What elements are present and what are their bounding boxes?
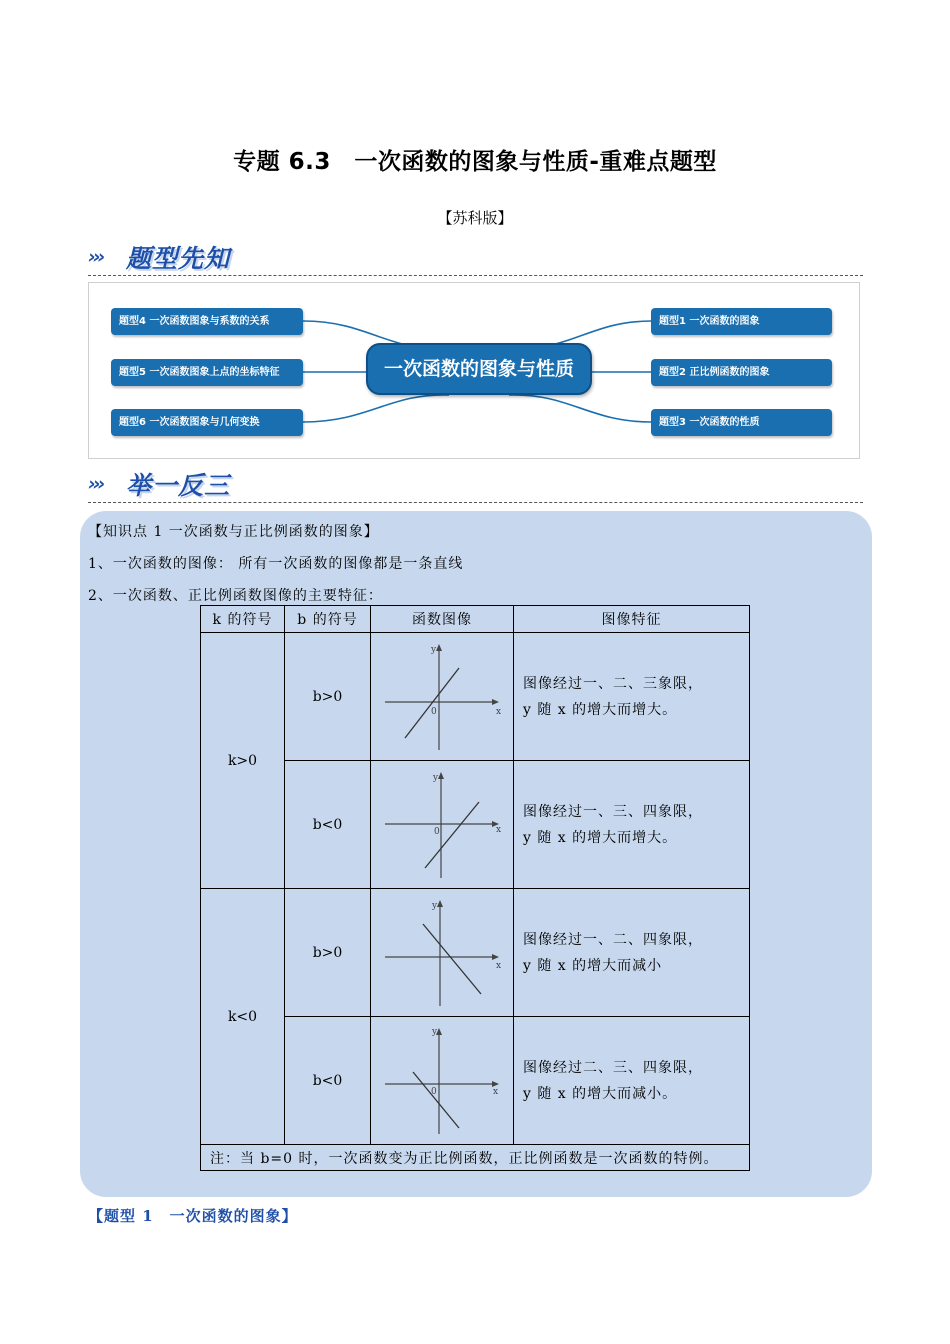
- origin-label: 0: [431, 1086, 437, 1097]
- feature-line: 图像经过一、三、四象限，: [523, 803, 703, 820]
- feature-line: 图像经过二、三、四象限，: [523, 1059, 703, 1076]
- axis-y-label: y: [433, 772, 439, 783]
- k-negative-cell: k<0: [201, 889, 285, 1145]
- mindmap-node-type3: 题型3 一次函数的性质: [651, 409, 832, 436]
- header-graph: 函数图像: [371, 606, 514, 633]
- dashed-divider: [88, 502, 863, 503]
- graph-k-neg-b-neg: [377, 1022, 507, 1140]
- knowledge-line-2: 2、一次函数、正比例函数图像的主要特征：: [88, 588, 383, 604]
- feature-line: 图像经过一、二、四象限，: [523, 931, 703, 948]
- feature-cell: [514, 889, 750, 1017]
- section-banner-preview: [88, 240, 863, 276]
- feature-cell: [514, 1017, 750, 1145]
- section-banner-examples: [88, 467, 863, 503]
- feature-line: y 随 x 的增大而减小: [523, 957, 663, 974]
- mindmap-node-type4: 题型4 一次函数图象与系数的关系: [111, 308, 303, 335]
- header-k-sign: k 的符号: [201, 606, 285, 633]
- mindmap-center-node: 一次函数的图象与性质: [366, 343, 592, 395]
- table-row: [201, 889, 750, 1017]
- graph-k-pos-b-pos: [377, 638, 507, 756]
- knowledge-heading: 【知识点 1 一次函数与正比例函数的图象】: [88, 524, 379, 540]
- graph-cell: [371, 1017, 514, 1145]
- b-cell: b>0: [285, 633, 371, 761]
- section-label: 题型先知: [126, 244, 231, 273]
- page-title: 专题 6.3 一次函数的图象与性质-重难点题型: [233, 149, 717, 175]
- dashed-divider: [88, 275, 863, 276]
- graph-k-neg-b-pos: [377, 894, 507, 1012]
- b-cell: b>0: [285, 889, 371, 1017]
- feature-line: y 随 x 的增大而增大。: [523, 829, 678, 846]
- header-feature: 图像特征: [514, 606, 750, 633]
- axis-y-label: y: [432, 900, 438, 911]
- mindmap-node-type2: 题型2 正比例函数的图象: [651, 359, 832, 386]
- banner-arrows-icon: ›››: [88, 246, 103, 268]
- origin-label: 0: [434, 826, 440, 837]
- header-b-sign: b 的符号: [285, 606, 371, 633]
- mindmap-node-type1: 题型1 一次函数的图象: [651, 308, 832, 335]
- edition-label: 【苏科版】: [437, 209, 513, 227]
- b-cell: b<0: [285, 1017, 371, 1145]
- feature-cell: [514, 633, 750, 761]
- mindmap-node-type5: 题型5 一次函数图象上点的坐标特征: [111, 359, 303, 386]
- k-positive-cell: k>0: [201, 633, 285, 889]
- axis-x-label: x: [496, 960, 502, 971]
- feature-line: 图像经过一、二、三象限，: [523, 675, 703, 692]
- section-label: 举一反三: [126, 471, 231, 500]
- table-row: [201, 633, 750, 761]
- axis-y-label: y: [432, 1026, 438, 1037]
- axis-x-label: x: [496, 824, 502, 835]
- mindmap-node-type6: 题型6 一次函数图象与几何变换: [111, 409, 303, 436]
- table-header-row: [201, 606, 750, 633]
- graph-cell: [371, 889, 514, 1017]
- feature-line: y 随 x 的增大而增大。: [523, 701, 678, 718]
- axis-x-label: x: [493, 1086, 499, 1097]
- graph-cell: [371, 761, 514, 889]
- knowledge-line-1: 1、一次函数的图像： 所有一次函数的图像都是一条直线: [88, 556, 464, 572]
- axis-y-label: y: [431, 644, 437, 655]
- mindmap-diagram: [88, 282, 860, 459]
- banner-arrows-icon: ›››: [88, 473, 103, 495]
- axis-x-label: x: [496, 706, 502, 717]
- graph-k-pos-b-neg: [377, 766, 507, 884]
- features-table: [200, 605, 750, 1171]
- table-note: 注：当 b=0 时，一次函数变为正比例函数，正比例函数是一次函数的特例。: [201, 1145, 750, 1171]
- table-note-row: [201, 1145, 750, 1171]
- graph-cell: [371, 633, 514, 761]
- b-cell: b<0: [285, 761, 371, 889]
- feature-cell: [514, 761, 750, 889]
- feature-line: y 随 x 的增大而减小。: [523, 1085, 678, 1102]
- origin-label: 0: [431, 706, 437, 717]
- type1-heading: 【题型 1 一次函数的图象】: [88, 1207, 298, 1225]
